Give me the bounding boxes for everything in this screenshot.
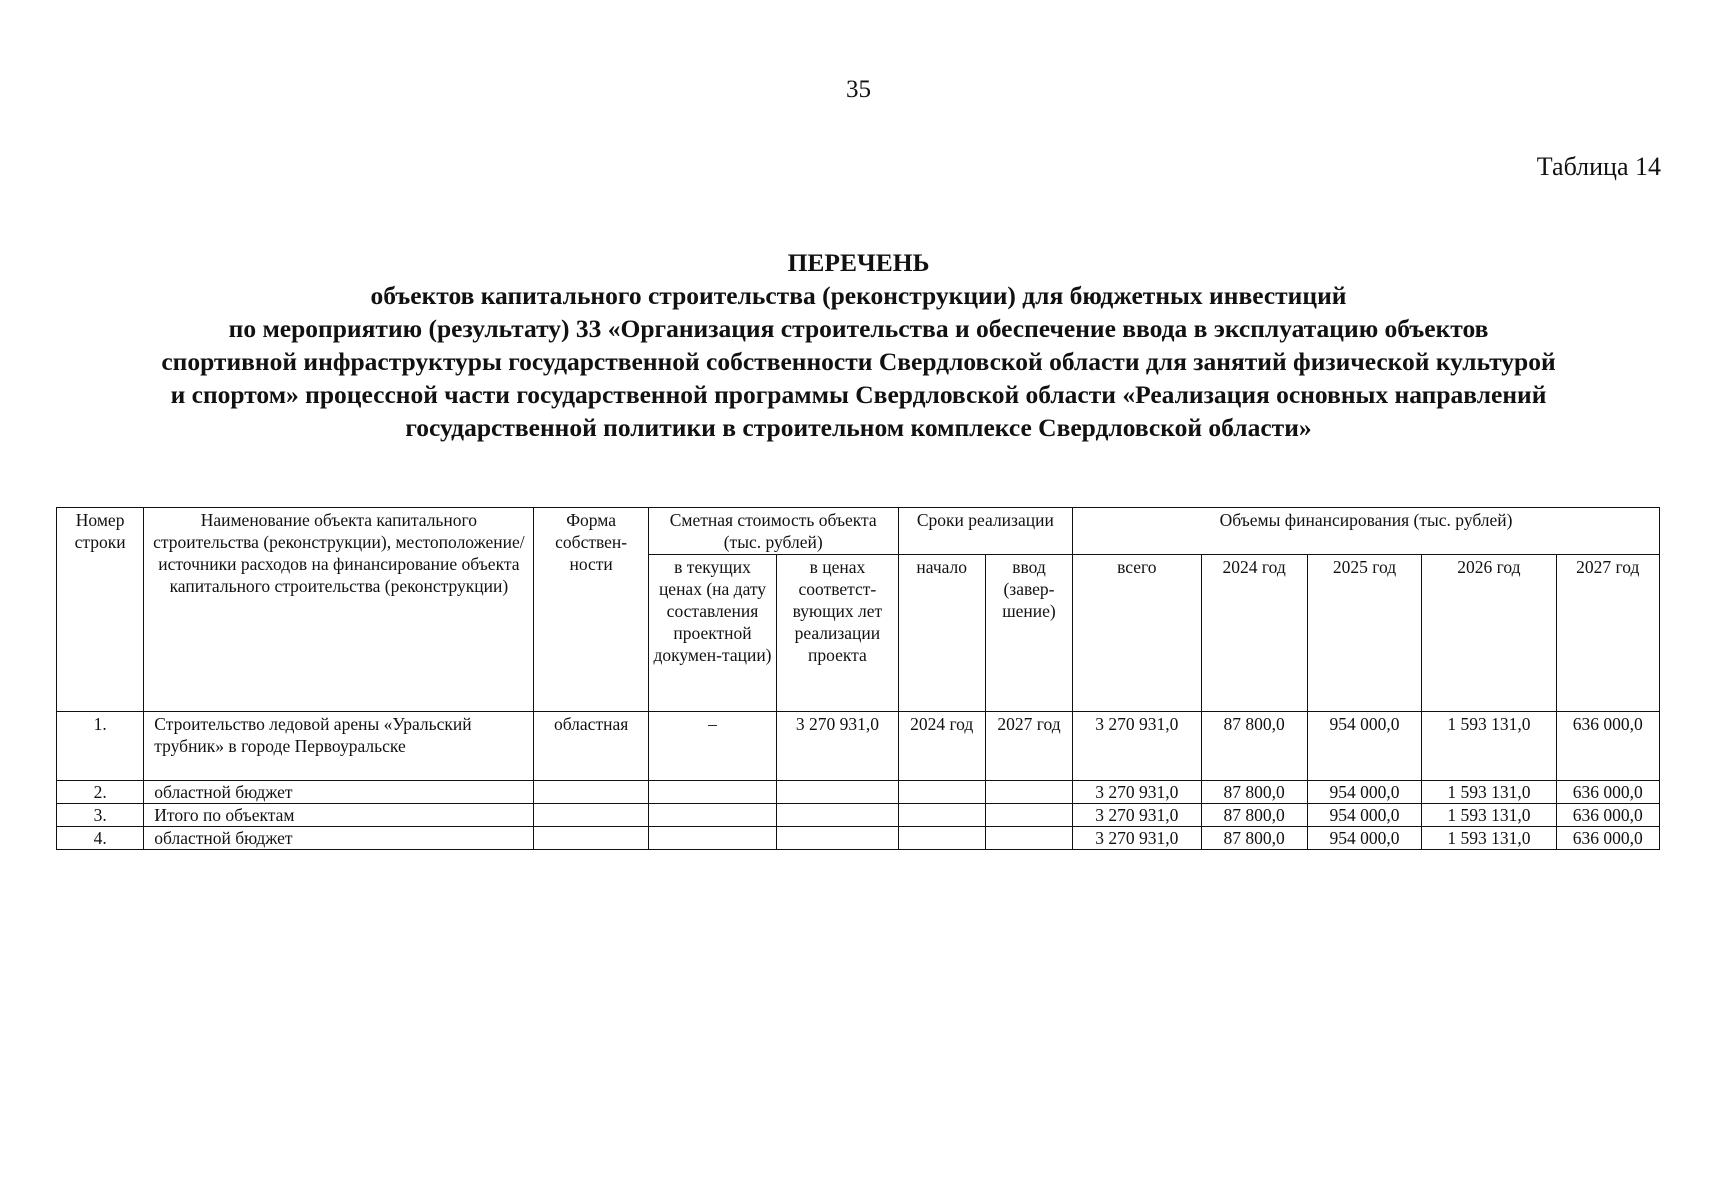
title-line: и спортом» процессной части государственной программы Свердловской области «Реализация основных направлений bbox=[170, 380, 1547, 409]
object-name: областной бюджет bbox=[144, 781, 534, 804]
cost-years: 3 270 931,0 bbox=[777, 712, 898, 781]
completion-year: 2027 год bbox=[985, 712, 1072, 781]
title-line: государственной политики в строительном комплексе Свердловской области» bbox=[405, 413, 1312, 442]
funding-total: 3 270 931,0 bbox=[1073, 712, 1201, 781]
object-name: Итого по объектам bbox=[144, 804, 534, 827]
table-row bbox=[57, 781, 1660, 804]
title-line: ПЕРЕЧЕНЬ bbox=[787, 248, 930, 277]
completion-year bbox=[985, 781, 1072, 804]
ownership: областная bbox=[534, 712, 648, 781]
funding-2026: 1 593 131,0 bbox=[1422, 804, 1556, 827]
funding-2026: 1 593 131,0 bbox=[1422, 827, 1556, 850]
header-2024: 2024 год bbox=[1201, 555, 1307, 712]
start-year bbox=[898, 827, 985, 850]
row-number: 2. bbox=[57, 781, 144, 804]
header-ownership: Форма собствен-ности bbox=[534, 508, 648, 712]
header-row bbox=[57, 508, 1660, 555]
funding-2027: 636 000,0 bbox=[1556, 827, 1659, 850]
header-funding: Объемы финансирования (тыс. рублей) bbox=[1073, 508, 1660, 555]
funding-2027: 636 000,0 bbox=[1556, 804, 1659, 827]
header-2026: 2026 год bbox=[1422, 555, 1556, 712]
funding-2024: 87 800,0 bbox=[1201, 804, 1307, 827]
funding-2026: 1 593 131,0 bbox=[1422, 712, 1556, 781]
funding-total: 3 270 931,0 bbox=[1073, 804, 1201, 827]
header-row-number: Номер строки bbox=[57, 508, 144, 712]
start-year bbox=[898, 781, 985, 804]
cost-current bbox=[648, 804, 776, 827]
header-timeline: Сроки реализации bbox=[898, 508, 1073, 555]
cost-current: – bbox=[648, 712, 776, 781]
funding-2024: 87 800,0 bbox=[1201, 827, 1307, 850]
ownership bbox=[534, 827, 648, 850]
funding-2025: 954 000,0 bbox=[1307, 712, 1421, 781]
header-total: всего bbox=[1073, 555, 1201, 712]
funding-2025: 954 000,0 bbox=[1307, 804, 1421, 827]
cost-years bbox=[777, 827, 898, 850]
table-label: Таблица 14 bbox=[1536, 152, 1661, 181]
row-number: 3. bbox=[57, 804, 144, 827]
funding-2025: 954 000,0 bbox=[1307, 827, 1421, 850]
header-object-name: Наименование объекта капитального строительства (реконструкции), местоположение/ источники расходов на финансирование объекта капитального строительства (реконструкции) bbox=[144, 508, 534, 712]
header-cost-years: в ценах соответст-вующих лет реализации проекта bbox=[777, 555, 898, 712]
header-start: начало bbox=[898, 555, 985, 712]
funding-2027: 636 000,0 bbox=[1556, 712, 1659, 781]
row-number: 4. bbox=[57, 827, 144, 850]
cost-current bbox=[648, 781, 776, 804]
funding-2026: 1 593 131,0 bbox=[1422, 781, 1556, 804]
cost-years bbox=[777, 781, 898, 804]
cost-years bbox=[777, 804, 898, 827]
funding-2024: 87 800,0 bbox=[1201, 712, 1307, 781]
cost-current bbox=[648, 827, 776, 850]
row-number: 1. bbox=[57, 712, 144, 781]
header-completion: ввод (завер-шение) bbox=[985, 555, 1072, 712]
completion-year bbox=[985, 827, 1072, 850]
start-year: 2024 год bbox=[898, 712, 985, 781]
ownership bbox=[534, 781, 648, 804]
header-2027: 2027 год bbox=[1556, 555, 1659, 712]
funding-total: 3 270 931,0 bbox=[1073, 781, 1201, 804]
title-line: спортивной инфраструктуры государственной собственности Свердловской области для занятий физической культурой bbox=[161, 347, 1556, 376]
title-line: объектов капитального строительства (реконструкции) для бюджетных инвестиций bbox=[370, 281, 1347, 310]
document-title bbox=[50, 246, 1667, 444]
start-year bbox=[898, 804, 985, 827]
funding-2025: 954 000,0 bbox=[1307, 781, 1421, 804]
header-estimated-cost: Сметная стоимость объекта (тыс. рублей) bbox=[648, 508, 898, 555]
header-cost-current: в текущих ценах (на дату составления проектной докумен-тации) bbox=[648, 555, 776, 712]
table-row bbox=[57, 712, 1660, 781]
completion-year bbox=[985, 804, 1072, 827]
header-2025: 2025 год bbox=[1307, 555, 1421, 712]
ownership bbox=[534, 804, 648, 827]
funding-total: 3 270 931,0 bbox=[1073, 827, 1201, 850]
table-row bbox=[57, 804, 1660, 827]
object-name: областной бюджет bbox=[144, 827, 534, 850]
capital-construction-table bbox=[56, 507, 1660, 850]
funding-2027: 636 000,0 bbox=[1556, 781, 1659, 804]
funding-2024: 87 800,0 bbox=[1201, 781, 1307, 804]
object-name: Строительство ледовой арены «Уральский трубник» в городе Первоуральске bbox=[144, 712, 534, 781]
table-row bbox=[57, 827, 1660, 850]
page-number: 35 bbox=[846, 76, 871, 103]
title-line: по мероприятию (результату) 33 «Организация строительства и обеспечение ввода в эксплуатацию объектов bbox=[228, 314, 1489, 343]
